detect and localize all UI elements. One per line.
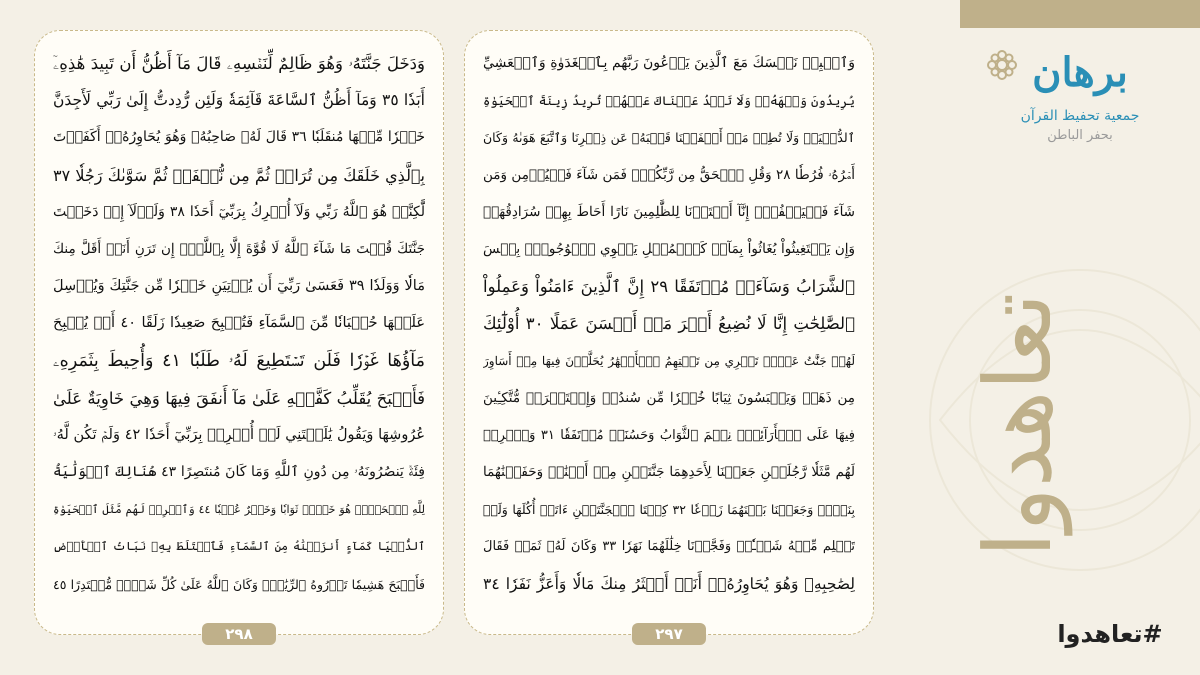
text-line: ٱلدُّنۡيَا كَمَآءٍ أَنزَلۡنَٰهُ مِنَ ٱلسَّمَآءِ فَٱخۡتَلَطَ بِهِۦ نَبَاتُ ٱلۡأَرۡضِ — [53, 539, 425, 554]
text-line: فَأَصۡبَحَ هَشِيمٗا تَذۡرُوهُ ٱلرِّيَٰحُۗ وَكَانَ ٱللَّهُ عَلَىٰ كُلِّ شَيۡءٖ مُّقۡتَدِرًا ٤٥ — [53, 576, 425, 592]
text-line: ٱلصَّٰلِحَٰتِ إِنَّا لَا نُضِيعُ أَجۡرَ مَنۡ أَحۡسَنَ عَمَلًا ٣٠ أُوْلَٰٓئِكَ — [483, 314, 855, 334]
text-line: لَّٰكِنَّا۠ هُوَ ٱللَّهُ رَبِّي وَلَآ أُشۡرِكُ بِرَبِّيٓ أَحَدٗا ٣٨ وَلَوۡلَآ إِذۡ دَخَلۡتَ — [53, 203, 425, 220]
text-line: جَنَّتَكَ قُلۡتَ مَا شَآءَ ٱللَّهُ لَا قُوَّةَ إِلَّا بِٱللَّهِۚ إِن تَرَنِ أَنَا۠ أَقَلَّ مِنكَ — [53, 240, 425, 257]
campaign-title-text: تعاهدوا — [965, 292, 1072, 558]
text-line: لَهُمۡ جَنَّٰتُ عَدۡنٖ تَجۡرِي مِن تَحۡتِهِمُ ٱلۡأَنۡهَٰرُ يُحَلَّوۡنَ فِيهَا مِنۡ أَسَاوِرَ — [483, 353, 855, 368]
text-line: فَأَصۡبَحَ يُقَلِّبُ كَفَّيۡهِ عَلَىٰ مَآ أَنفَقَ فِيهَا وَهِيَ خَاوِيَةٌ عَلَىٰ — [53, 388, 425, 408]
page-text-right — [483, 45, 855, 603]
page-number-left: ٢٩٨ — [202, 623, 276, 645]
text-line: يُرِيدُونَ وَجۡهَهُۥۖ وَلَا تَعۡدُ عَيۡنَاكَ عَنۡهُمۡ تُرِيدُ زِينَةَ ٱلۡحَيَوٰةِ — [483, 93, 855, 109]
text-line: بِنَخۡلٖ وَجَعَلۡنَا بَيۡنَهُمَا زَرۡعٗا ٣٢ كِلۡتَا ٱلۡجَنَّتَيۡنِ ءَاتَتۡ أُكُلَهَا وَلَمۡ — [483, 502, 855, 518]
page-number-right: ٢٩٧ — [632, 623, 706, 645]
text-line: وَٱصۡبِرۡ نَفۡسَكَ مَعَ ٱلَّذِينَ يَدۡعُونَ رَبَّهُم بِٱلۡغَدَوٰةِ وَٱلۡعَشِيِّ — [483, 55, 855, 71]
text-line: مَالٗا وَوَلَدٗا ٣٩ فَعَسَىٰ رَبِّيٓ أَن يُؤۡتِيَنِ خَيۡرٗا مِّن جَنَّتِكَ وَيُرۡسِلَ — [53, 278, 425, 295]
text-line: أَبَدٗا ٣٥ وَمَآ أَظُنُّ ٱلسَّاعَةَ قَآئِمَةٗ وَلَئِن رُّدِدتُّ إِلَىٰ رَبِّي لَأَجِدَنَّ — [53, 91, 425, 110]
association-logo — [985, 42, 1175, 152]
text-line: أَمۡرُهُۥ فُرُطٗا ٢٨ وَقُلِ ٱلۡحَقُّ مِن رَّبِّكُمۡۖ فَمَن شَآءَ فَلۡيُؤۡمِن وَمَن — [483, 166, 855, 183]
text-line: ٱلدُّنۡيَاۖ وَلَا تُطِعۡ مَنۡ أَغۡفَلۡنَا قَلۡبَهُۥ عَن ذِكۡرِنَا وَٱتَّبَعَ هَوَىٰهُ وَكَانَ — [483, 130, 855, 146]
text-line: وَدَخَلَ جَنَّتَهُۥ وَهُوَ ظَالِمٌ لِّنَفۡسِهِۦ قَالَ مَآ أَظُنُّ أَن تَبِيدَ هَٰذِهِۦٓ — [53, 54, 425, 73]
text-line: بِٱلَّذِي خَلَقَكَ مِن تُرَابٖ ثُمَّ مِن نُّطۡفَةٖ ثُمَّ سَوَّىٰكَ رَجُلٗا ٣٧ — [53, 165, 425, 185]
logo-wordmark: برهان — [1032, 49, 1128, 96]
hashtag-label: #تعاهدوا — [1057, 620, 1163, 648]
campaign-title — [920, 185, 1180, 605]
text-line: عُرُوشِهَا وَيَقُولُ يَٰلَيۡتَنِي لَمۡ أُشۡرِكۡ بِرَبِّيٓ أَحَدٗا ٤٢ وَلَمۡ تَكُن لَّهُۥ — [53, 426, 425, 443]
association-city: بحفر الباطن — [1047, 128, 1113, 143]
text-line: ٱلشَّرَابُ وَسَآءَتۡ مُرۡتَفَقًا ٢٩ إِنَّ ٱلَّذِينَ ءَامَنُواْ وَعَمِلُواْ — [483, 277, 855, 297]
quran-page-right — [464, 30, 874, 643]
text-line: فِيهَا عَلَى ٱلۡأَرَآئِكِۚ نِعۡمَ ٱلثَّوَابُ وَحَسُنَتۡ مُرۡتَفَقٗا ٣١ وَٱضۡرِبۡ — [483, 427, 855, 443]
text-line: تَظۡلِم مِّنۡهُ شَيۡـٔٗاۚ وَفَجَّرۡنَا خِلَٰلَهُمَا نَهَرٗا ٣٣ وَكَانَ لَهُۥ ثَمَرٞ فَقَالَ — [483, 539, 855, 555]
page-text-left — [53, 45, 425, 603]
top-gold-tab — [960, 0, 1200, 28]
text-line: خَيۡرٗا مِّنۡهَا مُنقَلَبٗا ٣٦ قَالَ لَهُۥ صَاحِبُهُۥ وَهُوَ يُحَاوِرُهُۥٓ أَكَفَرۡتَ — [53, 129, 425, 146]
quran-page-left — [34, 30, 444, 643]
text-line: لَهُم مَّثَلٗا رَّجُلَيۡنِ جَعَلۡنَا لِأَحَدِهِمَا جَنَّتَيۡنِ مِنۡ أَعۡنَٰبٖ وَحَفَفۡنَٰهُمَا — [483, 464, 855, 481]
text-line: شَآءَ فَلۡيَكۡفُرۡۚ إِنَّآ أَعۡتَدۡنَا لِلظَّٰلِمِينَ نَارًا أَحَاطَ بِهِمۡ سُرَادِقُهَاۚ — [483, 203, 855, 220]
text-line: لِصَٰحِبِهِۦ وَهُوَ يُحَاوِرُهُۥٓ أَنَا۠ أَكۡثَرُ مِنكَ مَالٗا وَأَعَزُّ نَفَرٗا ٣٤ — [483, 574, 855, 593]
text-line: فِئَةٞ يَنصُرُونَهُۥ مِن دُونِ ٱللَّهِ وَمَا كَانَ مُنتَصِرًا ٤٣ هُنَالِكَ ٱلۡوَلَٰيَةُ — [53, 464, 425, 481]
text-line: وَإِن يَسۡتَغِيثُواْ يُغَاثُواْ بِمَآءٖ كَٱلۡمُهۡلِ يَشۡوِي ٱلۡوُجُوهَۚ بِئۡسَ — [483, 240, 855, 257]
text-line: مَآؤُهَا غَوۡرٗا فَلَن تَسۡتَطِيعَ لَهُۥ طَلَبٗا ٤١ وَأُحِيطَ بِثَمَرِهِۦ — [53, 350, 425, 371]
text-line: لِلَّهِ ٱلۡحَقِّۚ هُوَ خَيۡرٞ ثَوَابٗا وَخَيۡرٌ عُقۡبٗا ٤٤ وَٱضۡرِبۡ لَهُم مَّثَلَ ٱلۡحَيَوٰةِ — [53, 503, 425, 517]
text-line: مِن ذَهَبٖ وَيَلۡبَسُونَ ثِيَابًا خُضۡرٗا مِّن سُندُسٖ وَإِسۡتَبۡرَقٖ مُّتَّكِـِٔينَ — [483, 389, 855, 406]
text-line: عَلَيۡهَا حُسۡبَانٗا مِّنَ ٱلسَّمَآءِ فَتُصۡبِحَ صَعِيدٗا زَلَقًا ٤٠ أَوۡ يُصۡبِحَ — [53, 315, 425, 332]
association-name: جمعية تحفيظ القرآن — [1020, 108, 1140, 124]
